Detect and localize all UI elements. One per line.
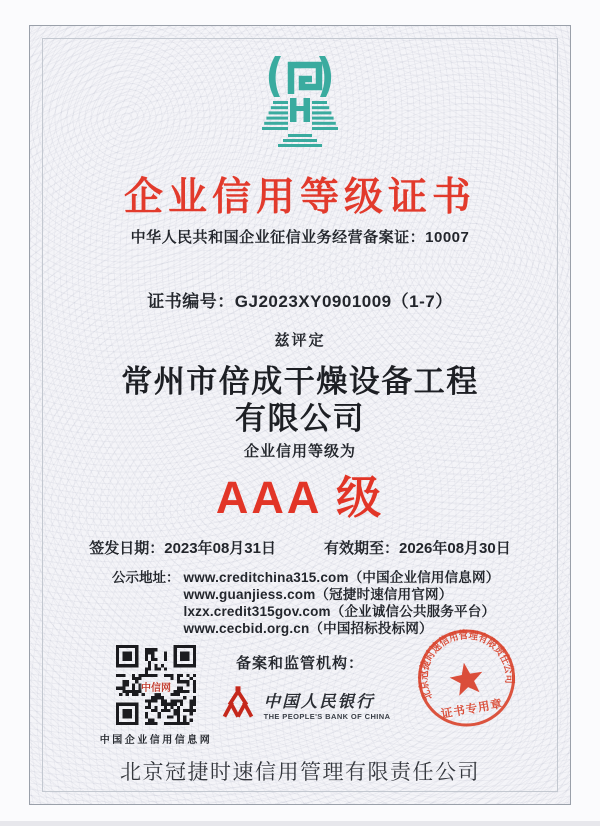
seal-ring-text: 北京冠捷时速信用管理有限责任公司 (417, 629, 516, 702)
company-name-line2: 有限公司 (235, 401, 365, 436)
filing-number-line: 中华人民共和国企业征信业务经营备案证：10007 (130, 229, 470, 246)
publicity-site: lxzx.credit315gov.com（企业诚信公共服务平台） (183, 604, 496, 619)
valid-until-date: 有效期至：2026年08月30日 (324, 540, 511, 557)
publicity-site: www.guanjiess.com（冠捷时速信用官网） (183, 587, 453, 602)
hereby-assessed-label: 兹评定 (274, 332, 326, 349)
pboc-name-en: THE PEOPLE'S BANK OF CHINA (263, 711, 391, 721)
company-name-line1: 常州市倍成干燥设备工程 (121, 364, 479, 399)
publicity-site: www.cecbid.org.cn（中国招标投标网） (183, 621, 433, 636)
publicity-label: 公示地址： (112, 570, 180, 585)
scan-bottom-edge (0, 821, 600, 826)
seal-center-text: 证书专用章 (440, 698, 504, 721)
organization-logo (246, 54, 354, 155)
seal-star-icon (448, 660, 486, 697)
seal-icon (403, 614, 530, 741)
regulator-label: 备案和监管机构： (235, 655, 364, 672)
certificate-number-line: 证书编号：GJ2023XY0901009（1-7） (147, 292, 453, 311)
certificate-seal (403, 614, 531, 746)
pboc-name-cn: 中国人民银行 (263, 691, 375, 711)
rating-intro-label: 企业信用等级为 (243, 443, 356, 460)
credit-rating-value: AAA 级 (215, 472, 385, 523)
company-name (0, 363, 600, 437)
validity-dates (0, 537, 600, 558)
issuer-company-name: 北京冠捷时速信用管理有限责任公司 (120, 761, 480, 784)
certificate-title: 企业信用等级证书 (123, 176, 476, 219)
pboc-emblem-icon (222, 686, 254, 722)
publicity-site: www.creditchina315.com（中国企业信用信息网） (183, 570, 500, 585)
pboc-text (264, 688, 391, 721)
monogram-icon (246, 54, 354, 150)
qr-caption: 中国企业信用信息网 (99, 735, 213, 746)
qr-center-text: 中信网 (141, 683, 171, 694)
issue-date: 签发日期：2023年08月31日 (89, 540, 276, 557)
